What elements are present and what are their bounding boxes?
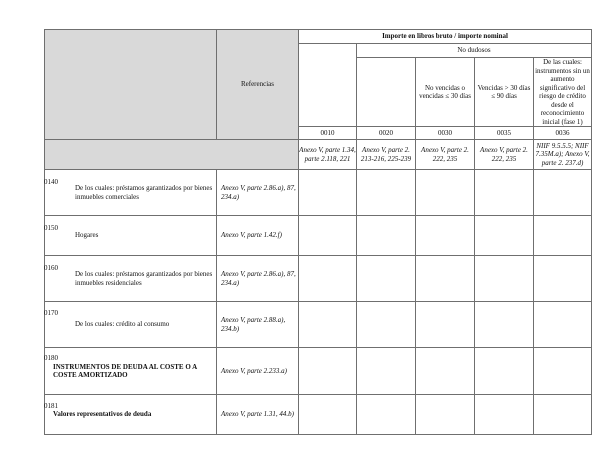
group-header: Importe en libros bruto / importe nominal <box>299 30 592 44</box>
column-code: 0035 <box>475 127 534 140</box>
row-reference: Anexo V, parte 2.88.a), 234.b) <box>217 302 299 348</box>
row-code: 0160 <box>44 264 58 272</box>
data-cell <box>475 348 534 395</box>
table-row <box>45 302 592 348</box>
row-code: 0181 <box>44 402 58 410</box>
data-cell <box>357 216 416 256</box>
row-code: 0180 <box>44 354 58 362</box>
data-cell <box>416 256 475 302</box>
column-code: 0020 <box>357 127 416 140</box>
data-cell <box>534 170 592 216</box>
table-row <box>45 256 592 302</box>
row-reference: Anexo V, parte 2.86.a), 87, 234.a) <box>217 256 299 302</box>
data-cell <box>534 216 592 256</box>
data-cell <box>299 302 357 348</box>
column-references-row <box>45 140 592 170</box>
data-cell <box>475 170 534 216</box>
column-code: 0036 <box>534 127 592 140</box>
data-cell <box>416 395 475 435</box>
table-row <box>45 216 592 256</box>
table-row <box>45 348 592 395</box>
data-cell <box>534 302 592 348</box>
data-cell <box>299 216 357 256</box>
row-label: De los cuales: préstamos garantizados por bienes inmuebles comerciales <box>45 170 217 216</box>
row-label: De los cuales: préstamos garantizados por bienes inmuebles residenciales <box>45 256 217 302</box>
column-reference: Anexo V, parte 2. 222, 235 <box>475 140 534 170</box>
data-cell <box>357 348 416 395</box>
subgroup-header: No dudosos <box>357 44 592 58</box>
column-label-0030: No vencidas o vencidas ≤ 30 días <box>416 58 475 127</box>
row-reference: Anexo V, parte 2.233.a) <box>217 348 299 395</box>
column-reference: Anexo V, parte 2. 222, 235 <box>416 140 475 170</box>
data-cell <box>475 395 534 435</box>
data-cell <box>534 348 592 395</box>
references-header: Referencias <box>217 30 299 140</box>
data-cell <box>416 216 475 256</box>
data-cell <box>475 216 534 256</box>
data-cell <box>299 395 357 435</box>
data-cell <box>534 395 592 435</box>
column-code: 0030 <box>416 127 475 140</box>
data-cell <box>299 170 357 216</box>
column-reference: NIIF 9.5.5.5; NIIF 7.35M.a); Anexo V, parte 2. 237.d) <box>534 140 592 170</box>
column-reference: Anexo V, parte 2. 213-216, 225-239 <box>357 140 416 170</box>
data-cell <box>299 256 357 302</box>
data-cell <box>357 302 416 348</box>
data-cell <box>357 256 416 302</box>
data-cell <box>299 348 357 395</box>
header-corner-cell <box>45 30 217 140</box>
table-row <box>45 395 592 435</box>
row-reference: Anexo V, parte 2.86.a), 87, 234.a) <box>217 170 299 216</box>
row-code: 0140 <box>44 178 58 186</box>
row-reference: Anexo V, parte 1.31, 44.b) <box>217 395 299 435</box>
data-cell <box>475 302 534 348</box>
row-label: Hogares <box>45 216 217 256</box>
column-label-0010 <box>299 44 357 127</box>
data-cell <box>416 302 475 348</box>
data-table <box>44 29 592 435</box>
column-label-0035: Vencidas > 30 días ≤ 90 días <box>475 58 534 127</box>
data-cell <box>357 395 416 435</box>
data-cell <box>475 256 534 302</box>
data-cell <box>416 348 475 395</box>
data-cell <box>416 170 475 216</box>
row-reference: Anexo V, parte 1.42.f) <box>217 216 299 256</box>
header-row-1 <box>45 30 592 44</box>
data-cell <box>357 170 416 216</box>
references-corner-cell <box>45 140 299 170</box>
column-reference: Anexo V, parte 1.34, parte 2.118, 221 <box>299 140 357 170</box>
row-code: 0150 <box>44 224 58 232</box>
table-row <box>45 170 592 216</box>
column-label-0036: De las cuales: instrumentos sin un aumento significativo del riesgo de crédito desde el reconocimiento inicial (fase 1) <box>535 58 590 126</box>
row-label: Valores representativos de deuda <box>45 395 217 435</box>
data-cell <box>534 256 592 302</box>
column-code: 0010 <box>299 127 357 140</box>
row-label: De los cuales: crédito al consumo <box>45 302 217 348</box>
row-code: 0170 <box>44 309 58 317</box>
row-label: INSTRUMENTOS DE DEUDA AL COSTE O A COSTE AMORTIZADO <box>45 348 217 395</box>
column-label-0020 <box>357 58 416 127</box>
